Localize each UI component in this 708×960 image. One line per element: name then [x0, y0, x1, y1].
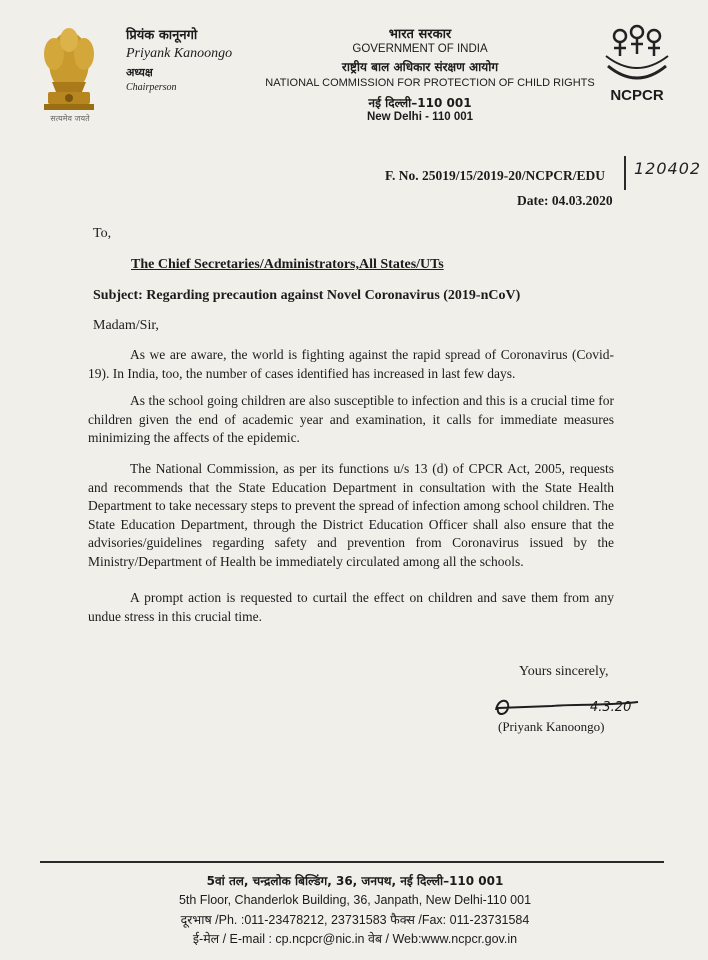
chairperson-title-hindi: अध्यक्ष [126, 66, 153, 79]
commission-name-hindi: राष्ट्रीय बाल अधिकार संरक्षण आयोग [341, 60, 499, 74]
handwritten-number: 120402 [634, 159, 702, 178]
subject-line: Subject: Regarding precaution against Novel Coronavirus (2019-nCoV) [93, 288, 521, 303]
paragraph: As the school going children are also susceptible to infection and this is a crucial time for children given the end of academic year and examination, it calls for immediate measures minimizing the affects of the epidemic. [88, 393, 614, 445]
commission-name: NATIONAL COMMISSION FOR PROTECTION OF CHILD RIGHTS [265, 77, 595, 89]
signatory-name: (Priyank Kanoongo) [498, 719, 605, 734]
footer-email-web: ई-मेल / E-mail : cp.ncpcr@nic.in वेब / Web:www.ncpcr.gov.in [192, 932, 518, 946]
city-hindi: नई दिल्ली–110 001 [368, 96, 472, 110]
chairperson-title: Chairperson [126, 82, 177, 93]
file-number: F. No. 25019/15/2019-20/NCPCR/EDU [385, 168, 606, 183]
chairperson-name: Priyank Kanoongo [126, 46, 233, 61]
footer-address: 5th Floor, Chanderlok Building, 36, Janpath, New Delhi-110 001 [178, 893, 532, 907]
closing: Yours sincerely, [519, 664, 609, 679]
ncpcr-logo-icon [598, 22, 676, 86]
letter-date: Date: 04.03.2020 [517, 193, 613, 208]
paragraph: As we are aware, the world is fighting against the rapid spread of Coronavirus (Covid-19). In India, too, the number of cases identified has increased in last few days. [88, 347, 614, 381]
government-heading-hindi: भारत सरकार [388, 27, 452, 42]
footer-phone-fax: दूरभाष /Ph. :011-23478212, 23731583 फैक्स /Fax: 011-23731584 [180, 913, 530, 927]
city: New Delhi - 110 001 [366, 111, 474, 123]
footer-address-hindi: 5वां तल, चन्द्रलोक बिल्डिंग, 36, जनपथ, नई दिल्ली–110 001 [206, 874, 504, 888]
paragraph: A prompt action is requested to curtail the effect on children and save them from any undue stress in this crucial time. [88, 590, 614, 624]
emblem-motto: सत्यमेव जयते [50, 114, 90, 123]
handwritten-divider [624, 156, 626, 190]
to-line: To, [93, 226, 112, 241]
national-emblem-icon [38, 22, 100, 126]
chairperson-name-hindi: प्रियंक कानूनगो [126, 28, 198, 43]
salutation: Madam/Sir, [93, 318, 159, 333]
government-heading: GOVERNMENT OF INDIA [352, 43, 488, 55]
paragraph: The National Commission, as per its functions u/s 13 (d) of CPCR Act, 2005, requests and recommends that the State Education Department in consultation with the State Health Department to take necessary steps to prevent the spread of infection among school children. The State Education Department, through the District Education Officer shall also ensure that the advisories/guidelines regarding safety and prevention from Coronavirus issued by the Ministry/Department of Health be immediately circulated among all the schools. [88, 461, 614, 569]
footer-divider [40, 861, 664, 863]
signature-date: 4.3.20 [590, 700, 632, 715]
ncpcr-logo-text: NCPCR [610, 87, 664, 104]
addressee: The Chief Secretaries/Administrators,All States/UTs [131, 257, 444, 272]
